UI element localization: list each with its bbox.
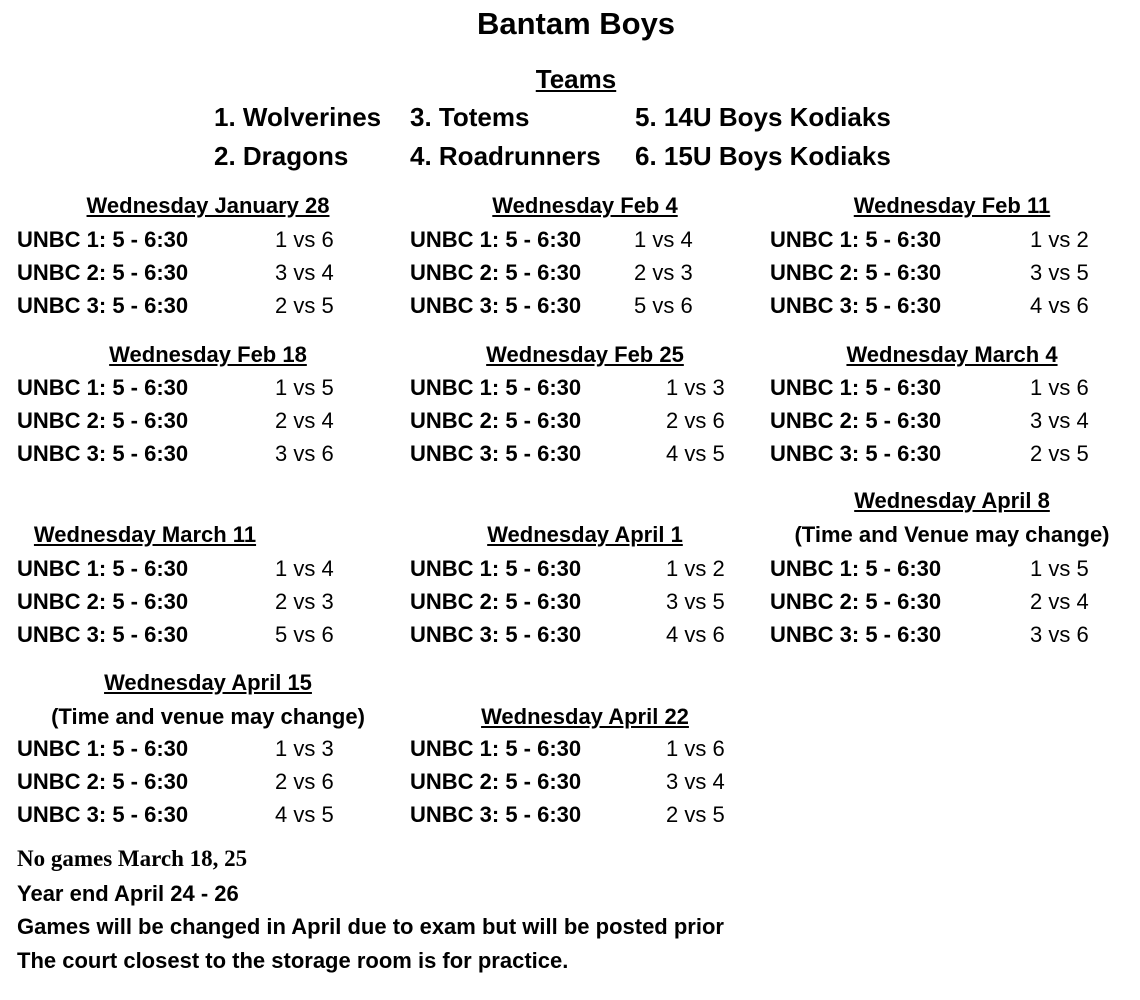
slot-label: UNBC 1: 5 - 6:30 (410, 227, 582, 252)
match-pairing: 5 vs 6 (634, 293, 693, 318)
slot-label: UNBC 3: 5 - 6:30 (410, 441, 582, 466)
slot-label: UNBC 3: 5 - 6:30 (410, 622, 582, 647)
match-pairing: 2 vs 6 (666, 408, 725, 433)
slot-label: UNBC 2: 5 - 6:30 (17, 589, 189, 614)
slot-label: UNBC 2: 5 - 6:30 (17, 769, 189, 794)
week-heading: Wednesday Feb 11 (853, 193, 1051, 218)
match-pairing: 1 vs 6 (666, 736, 725, 761)
slot-label: UNBC 3: 5 - 6:30 (17, 802, 189, 827)
week-heading: Wednesday January 28 (86, 193, 330, 218)
match-pairing: 4 vs 5 (275, 802, 334, 827)
slot-label: UNBC 2: 5 - 6:30 (17, 408, 189, 433)
match-pairing: 3 vs 6 (275, 441, 334, 466)
footer-note-4: The court closest to the storage room is for practice. (17, 948, 569, 973)
team-6: 6. 15U Boys Kodiaks (635, 141, 891, 171)
footer-note-3: Games will be changed in April due to exam but will be posted prior (17, 914, 724, 939)
match-pairing: 3 vs 4 (1030, 408, 1089, 433)
match-pairing: 1 vs 6 (1030, 375, 1089, 400)
week-heading: Wednesday March 11 (33, 522, 257, 547)
week-heading: Wednesday Feb 4 (492, 193, 678, 218)
match-pairing: 5 vs 6 (275, 622, 334, 647)
slot-label: UNBC 3: 5 - 6:30 (770, 293, 942, 318)
slot-label: UNBC 3: 5 - 6:30 (770, 622, 942, 647)
slot-label: UNBC 3: 5 - 6:30 (17, 441, 189, 466)
week-heading: Wednesday Feb 18 (109, 342, 307, 367)
match-pairing: 2 vs 5 (1030, 441, 1089, 466)
slot-label: UNBC 3: 5 - 6:30 (17, 622, 189, 647)
slot-label: UNBC 2: 5 - 6:30 (410, 589, 582, 614)
slot-label: UNBC 3: 5 - 6:30 (17, 293, 189, 318)
match-pairing: 2 vs 4 (1030, 589, 1089, 614)
match-pairing: 2 vs 6 (275, 769, 334, 794)
week-heading: Wednesday April 22 (481, 704, 689, 729)
slot-label: UNBC 1: 5 - 6:30 (410, 736, 582, 761)
teams-heading: Teams (535, 64, 617, 94)
match-pairing: 1 vs 6 (275, 227, 334, 252)
slot-label: UNBC 1: 5 - 6:30 (410, 375, 582, 400)
slot-label: UNBC 1: 5 - 6:30 (17, 736, 189, 761)
slot-label: UNBC 2: 5 - 6:30 (410, 260, 582, 285)
match-pairing: 2 vs 5 (275, 293, 334, 318)
match-pairing: 4 vs 5 (666, 441, 725, 466)
match-pairing: 3 vs 5 (666, 589, 725, 614)
footer-note-1: No games March 18, 25 (17, 846, 248, 871)
week-note: (Time and venue may change) (51, 704, 365, 729)
match-pairing: 1 vs 3 (275, 736, 334, 761)
team-4: 4. Roadrunners (410, 141, 601, 171)
slot-label: UNBC 2: 5 - 6:30 (410, 769, 582, 794)
slot-label: UNBC 2: 5 - 6:30 (770, 260, 942, 285)
slot-label: UNBC 3: 5 - 6:30 (410, 802, 582, 827)
slot-label: UNBC 3: 5 - 6:30 (770, 441, 942, 466)
slot-label: UNBC 1: 5 - 6:30 (410, 556, 582, 581)
slot-label: UNBC 1: 5 - 6:30 (17, 375, 189, 400)
match-pairing: 2 vs 5 (666, 802, 725, 827)
slot-label: UNBC 1: 5 - 6:30 (17, 556, 189, 581)
slot-label: UNBC 2: 5 - 6:30 (770, 589, 942, 614)
team-1: 1. Wolverines (214, 102, 382, 132)
match-pairing: 4 vs 6 (1030, 293, 1089, 318)
match-pairing: 1 vs 4 (275, 556, 334, 581)
match-pairing: 2 vs 3 (634, 260, 693, 285)
match-pairing: 1 vs 5 (1030, 556, 1089, 581)
week-heading: Wednesday March 4 (846, 342, 1058, 367)
slot-label: UNBC 3: 5 - 6:30 (410, 293, 582, 318)
match-pairing: 1 vs 2 (1030, 227, 1089, 252)
slot-label: UNBC 2: 5 - 6:30 (410, 408, 582, 433)
match-pairing: 2 vs 3 (275, 589, 334, 614)
footer-note-2: Year end April 24 - 26 (17, 881, 239, 906)
slot-label: UNBC 1: 5 - 6:30 (770, 227, 942, 252)
match-pairing: 1 vs 5 (275, 375, 334, 400)
week-heading: Wednesday April 8 (854, 488, 1050, 513)
match-pairing: 1 vs 2 (666, 556, 725, 581)
week-heading: Wednesday Feb 25 (486, 342, 684, 367)
match-pairing: 1 vs 4 (634, 227, 693, 252)
team-2: 2. Dragons (214, 141, 349, 171)
slot-label: UNBC 1: 5 - 6:30 (770, 375, 942, 400)
match-pairing: 4 vs 6 (666, 622, 725, 647)
slot-label: UNBC 2: 5 - 6:30 (770, 408, 942, 433)
match-pairing: 2 vs 4 (275, 408, 334, 433)
page-title: Bantam Boys (476, 6, 676, 41)
slot-label: UNBC 2: 5 - 6:30 (17, 260, 189, 285)
match-pairing: 3 vs 6 (1030, 622, 1089, 647)
match-pairing: 3 vs 5 (1030, 260, 1089, 285)
week-heading: Wednesday April 15 (104, 670, 312, 695)
match-pairing: 3 vs 4 (666, 769, 725, 794)
match-pairing: 3 vs 4 (275, 260, 334, 285)
week-heading: Wednesday April 1 (487, 522, 683, 547)
team-3: 3. Totems (410, 102, 530, 132)
team-5: 5. 14U Boys Kodiaks (635, 102, 891, 132)
match-pairing: 1 vs 3 (666, 375, 725, 400)
slot-label: UNBC 1: 5 - 6:30 (17, 227, 189, 252)
week-note: (Time and Venue may change) (794, 522, 1110, 547)
slot-label: UNBC 1: 5 - 6:30 (770, 556, 942, 581)
